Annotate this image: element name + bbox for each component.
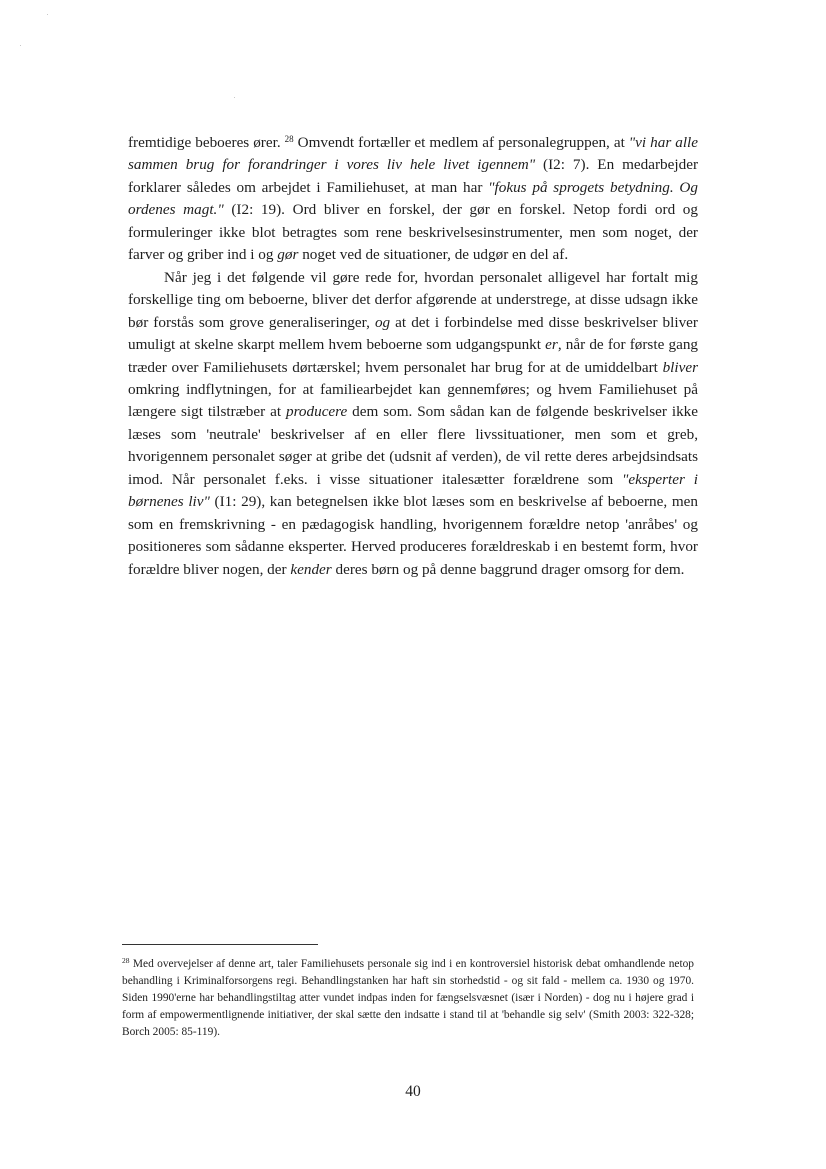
footnote-text: Med overvejelser af denne art, taler Familiehusets personale sig ind i en kontroversiel historisk debat omhandlende netop behandling i Kriminalforsorgens regi. Behandlingstanken har haft sin storhedstid - og sit fald - mellem ca. 1930 og 1970. Siden 1990'erne har behandlingstiltag atter vundet indpas inden for fængselsvæsnet (især i Norden) - dog nu i højere grad i form af empowermentlignende initiativer, der skal sætte den indsatte i stand til at 'behandle sig selv' (Smith 2003: 322-328; Borch 2005: 85-119). xyxy=(122,958,694,1038)
footnote-number: 28 xyxy=(122,956,130,965)
text-run: (I2: 19). Ord bliver en forskel, der gør en forskel. Netop fordi ord og formuleringer ikke blot betragtes som rene beskrivelsesinstrumenter, men som noget, der farver og griber ind i og xyxy=(128,201,698,264)
italic-run: "vi har alle sammen brug for forandringer i vores liv hele livet igennem" xyxy=(128,134,698,174)
text-run: , når de for første gang træder over Familiehusets dørtærskel; hvem personalet har brug for at de umiddelbart xyxy=(128,336,699,376)
text-run: Omvendt fortæller et medlem af personalegruppen, at xyxy=(293,134,629,151)
text-run: (I2: 7). En medarbejder forklarer således om arbejdet i Familiehuset, at man har xyxy=(128,156,698,196)
text-run: fremtidige beboeres ører. xyxy=(128,134,285,151)
text-run: deres børn og på denne baggrund drager omsorg for dem. xyxy=(331,560,685,578)
text-run: dem som. Som sådan kan de følgende beskrivelser ikke læses som 'neutrale' beskrivelser af en eller flere livssituationer, men som et greb, hvorigennem personalet søger at gribe det (udsnit af verden), de vil rette deres arbejdsindsats imod. Når personalet f.eks. i visse situationer italesætter forældrene som xyxy=(128,403,698,488)
scan-speck xyxy=(234,97,235,98)
text-run: omkring indflytningen, for at familiearbejdet kan gennemføres; og hvem Familiehuset på længere sigt tilstræber at xyxy=(128,380,698,421)
italic-run: er xyxy=(545,336,558,354)
italic-run: "fokus på sprogets betydning. Og ordenes magt." xyxy=(128,178,698,219)
italic-run: og xyxy=(374,313,391,331)
scan-speck xyxy=(47,14,48,15)
paragraph-2 xyxy=(128,267,698,581)
footnote-reference: 28 xyxy=(284,134,294,144)
italic-run: bliver xyxy=(662,358,698,376)
italic-run: producere xyxy=(285,403,348,421)
scan-speck xyxy=(20,45,21,46)
italic-run: gør xyxy=(277,246,299,264)
paragraph-1 xyxy=(128,132,698,267)
text-run: (I1: 29), kan betegnelsen ikke blot læses som en beskrivelse af beboerne, men som en fremskrivning - en pædagogisk handling, hvorigennem forældre netop 'anråbes' og positioneres som sådanne eksperter. Herved produceres forældreskab i en bestemt form, hvor forældre bliver nogen, der xyxy=(128,493,698,578)
page-number: 40 xyxy=(405,1083,421,1100)
italic-run: kender xyxy=(290,560,332,578)
italic-run: "eksperter i børnenes liv" xyxy=(128,470,698,511)
text-run: noget ved de situationer, de udgør en del af. xyxy=(298,246,569,264)
text-run: Når jeg i det følgende vil gøre rede for, hvordan personalet alligevel har fortalt mig forskellige ting om beboerne, bliver det derfor afgørende at understrege, at disse udsagn ikke bør forstås som grove generaliseringer, xyxy=(128,268,698,331)
text-run: at det i forbindelse med disse beskrivelser bliver umuligt at skelne skarpt mellem hvem beboerne som udgangspunkt xyxy=(128,313,698,354)
body-text xyxy=(128,132,698,581)
footnote xyxy=(122,956,694,1041)
footnote-separator xyxy=(122,944,318,945)
